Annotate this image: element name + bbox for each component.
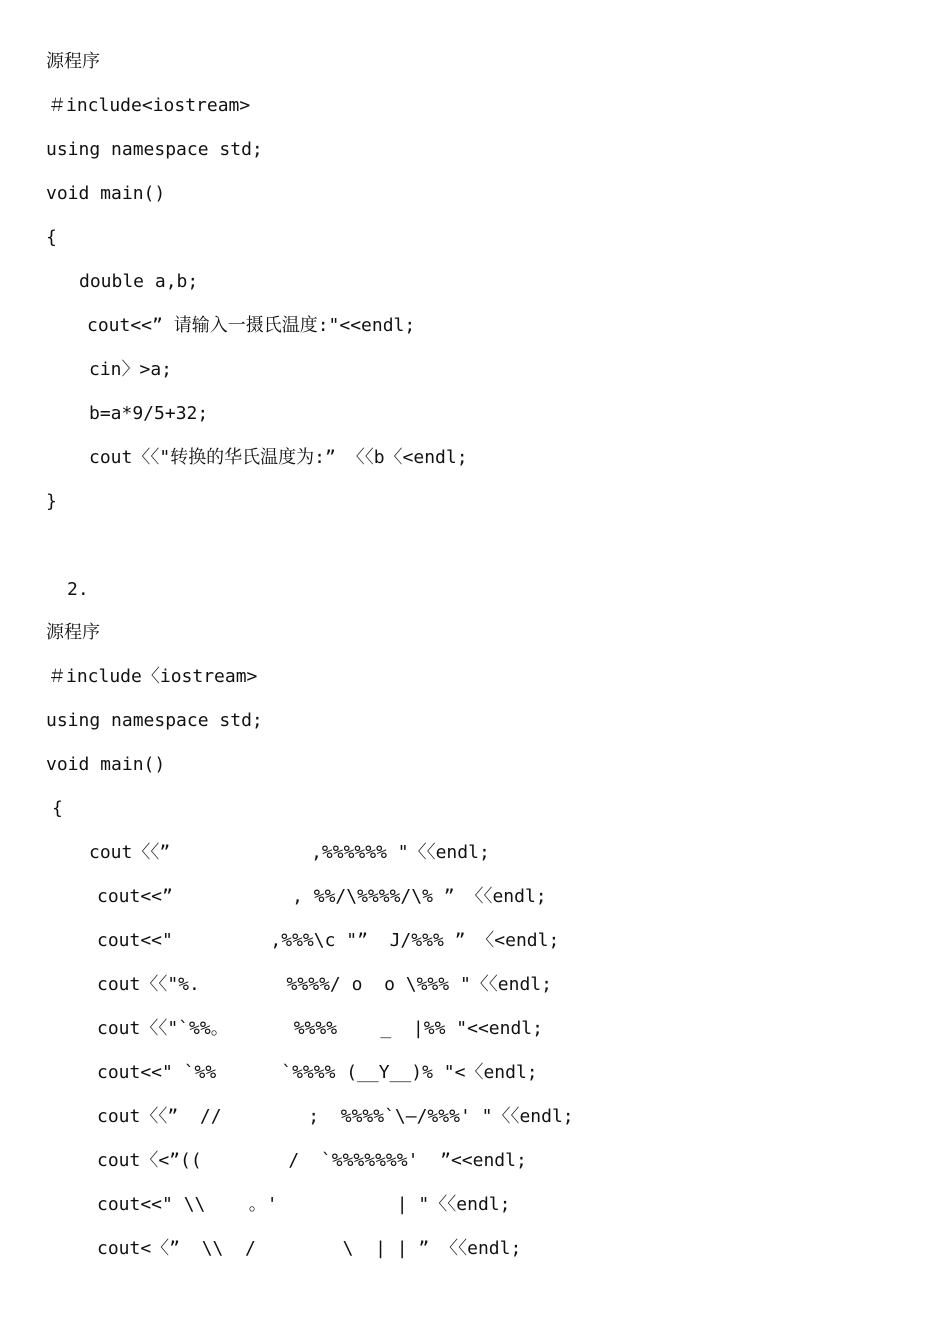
- code-line: cout<<” , %%/\%%%%/\% ” 〈〈endl;: [97, 886, 547, 907]
- code-line: cout〈〈"`%%。 %%%% _ |%% "<<endl;: [97, 1018, 543, 1039]
- code-line: cout<<" ,%%%\c "” J/%%% ” 〈<endl;: [97, 930, 560, 951]
- code-line: cout<<" `%% `%%%% (__Y__)% "<〈endl;: [97, 1062, 538, 1083]
- code-line: cout<<” 请输入一摄氏温度:"<<endl;: [87, 315, 416, 336]
- code-line: cout〈〈” ,%%%%%% "〈〈endl;: [89, 842, 490, 863]
- code-line-main: void main(): [46, 183, 166, 204]
- code-line-using: using namespace std;: [46, 139, 263, 160]
- code-line: double a,b;: [79, 271, 199, 292]
- source-heading-1: 源程序: [46, 51, 100, 72]
- code-line-open-brace: {: [46, 227, 57, 248]
- code-line-using: using namespace std;: [46, 710, 263, 731]
- code-line-include: ＃include<iostream>: [48, 95, 251, 116]
- section-number: 2.: [67, 579, 89, 600]
- code-line-close-brace: }: [46, 491, 57, 512]
- code-line-include: ＃include〈iostream>: [48, 666, 258, 687]
- code-line: b=a*9/5+32;: [89, 403, 209, 424]
- code-line: cout<<" \\ 。' | "〈〈endl;: [97, 1194, 511, 1215]
- code-line: cin〉>a;: [89, 359, 173, 380]
- code-line-open-brace: {: [52, 798, 63, 819]
- code-line: cout〈〈” // ; %%%%`\—/%%%' "〈〈endl;: [97, 1106, 574, 1127]
- code-line: cout〈<”(( / `%%%%%%%' ”<<endl;: [97, 1150, 527, 1171]
- code-line: cout〈〈"转换的华氏温度为:” 〈〈b〈<endl;: [89, 447, 468, 468]
- code-line: cout<〈” \\ / \ | | ” 〈〈endl;: [97, 1238, 522, 1259]
- code-line: cout〈〈"%. %%%%/ o o \%%% "〈〈endl;: [97, 974, 552, 995]
- code-line-main: void main(): [46, 754, 166, 775]
- source-heading-2: 源程序: [46, 622, 100, 643]
